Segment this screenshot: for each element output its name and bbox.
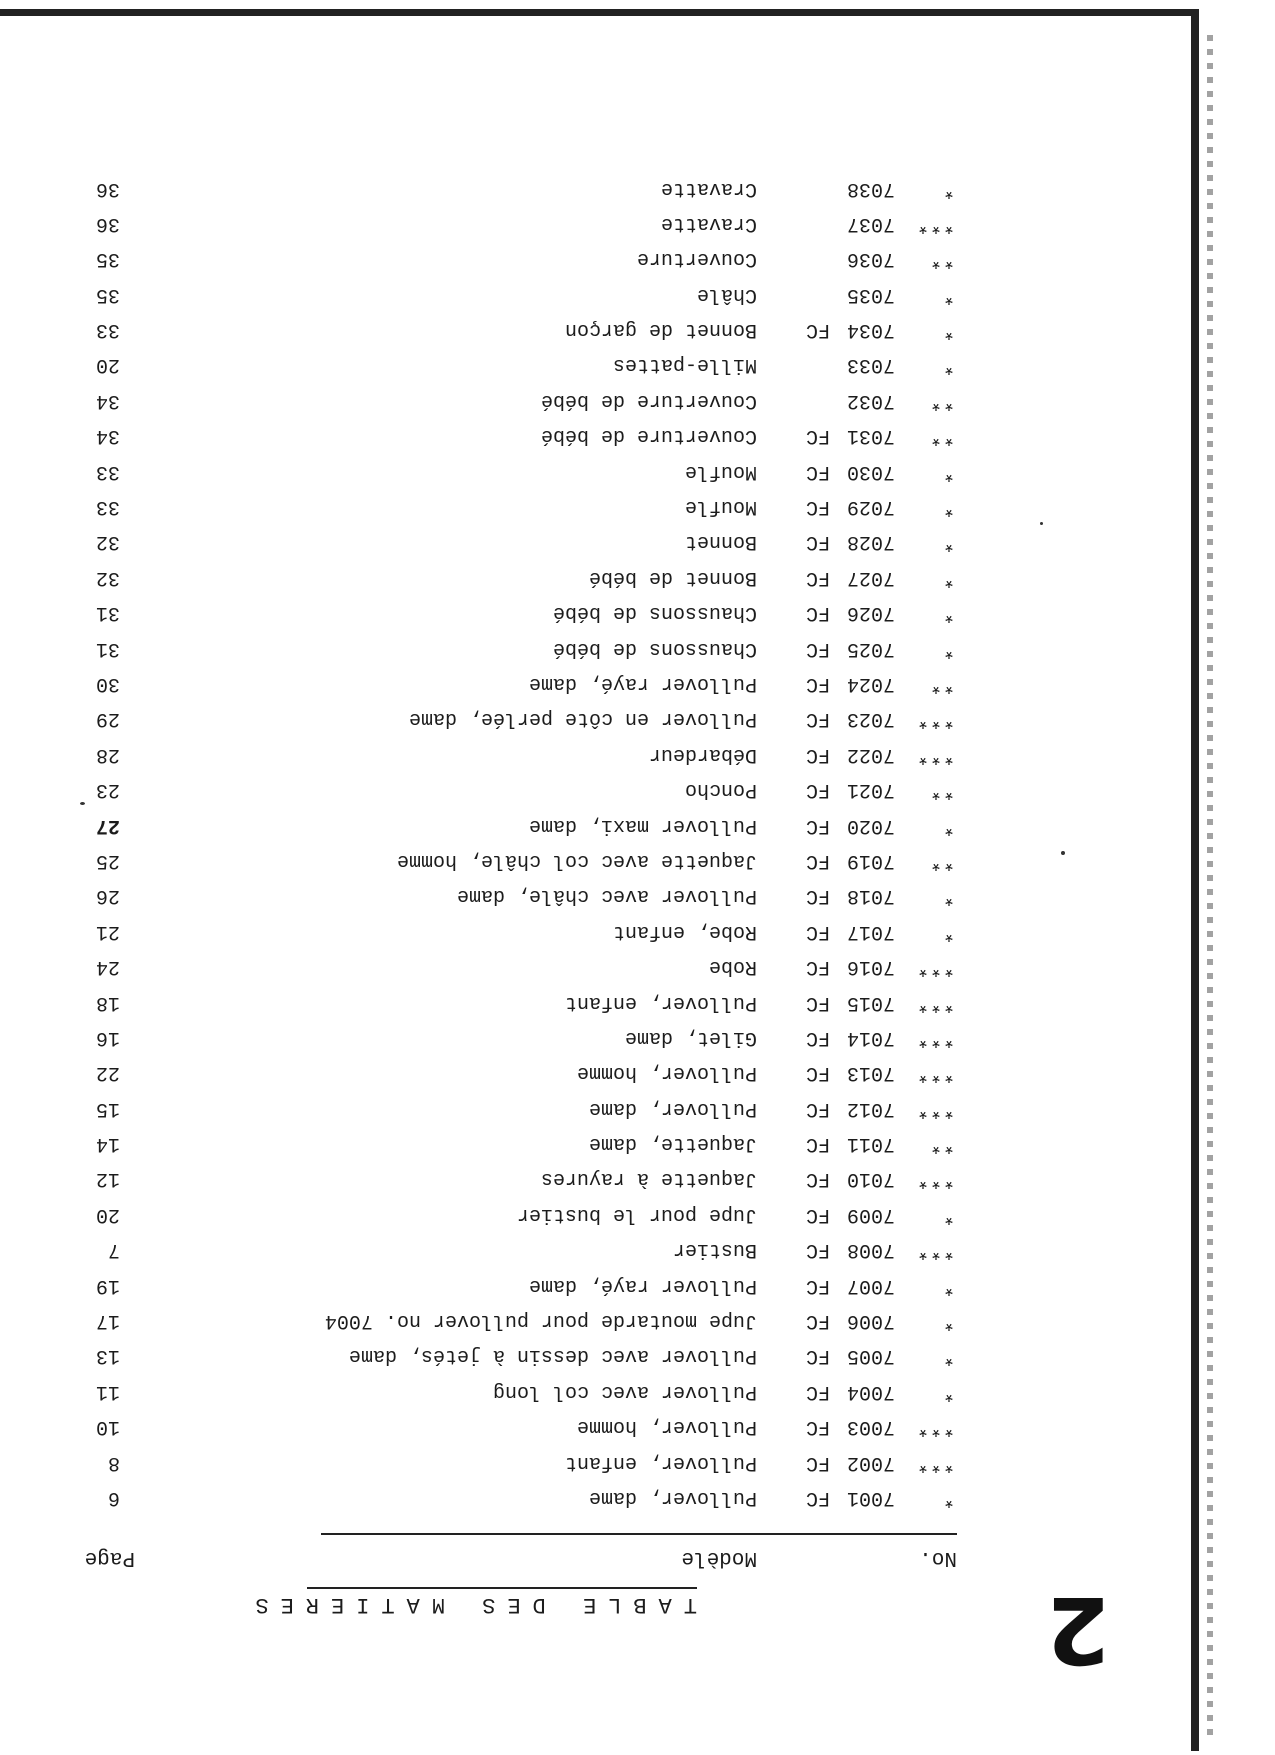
row-page: 33 xyxy=(95,459,120,483)
row-stars: *** xyxy=(915,707,955,731)
row-no: 7024 xyxy=(846,672,895,696)
row-model: Pullover, enfant xyxy=(564,1450,757,1474)
row-stars: ** xyxy=(928,672,955,696)
row-model: Chaussons de bébé xyxy=(552,636,757,660)
row-no: 7007 xyxy=(846,1273,895,1297)
row-no: 7002 xyxy=(846,1450,895,1474)
row-model: Couverture xyxy=(636,247,757,271)
table-row xyxy=(0,666,1275,701)
table-row xyxy=(0,241,1275,276)
table-row xyxy=(0,878,1275,913)
row-fc: FC xyxy=(805,672,830,696)
row-fc: FC xyxy=(805,1486,830,1509)
table-row xyxy=(0,383,1275,418)
row-no: 7023 xyxy=(846,707,895,731)
row-page: 7 xyxy=(107,1238,120,1262)
table-row xyxy=(0,1020,1275,1055)
row-no: 7001 xyxy=(846,1486,895,1509)
table-row xyxy=(0,1303,1275,1338)
table-row xyxy=(0,453,1275,488)
row-page: 31 xyxy=(95,601,120,625)
row-model: Pullover, homme xyxy=(576,1061,757,1085)
table-row xyxy=(0,984,1275,1019)
row-page: 19 xyxy=(95,1273,120,1297)
row-model: Bustier xyxy=(672,1238,757,1262)
row-model: Pullover, dame xyxy=(588,1096,757,1120)
row-fc: FC xyxy=(805,955,830,979)
row-stars: *** xyxy=(915,1025,955,1049)
row-fc: FC xyxy=(805,1202,830,1226)
row-page: 34 xyxy=(95,424,120,448)
table-row xyxy=(0,559,1275,594)
table-row xyxy=(0,1480,1275,1515)
row-stars: ** xyxy=(928,778,955,802)
row-stars: * xyxy=(941,1273,955,1297)
row-no: 7005 xyxy=(846,1344,895,1368)
table-row xyxy=(0,807,1275,842)
row-stars: * xyxy=(941,1344,955,1368)
row-stars: *** xyxy=(915,1096,955,1120)
row-fc: FC xyxy=(805,1273,830,1297)
row-stars: *** xyxy=(915,1238,955,1262)
row-stars: *** xyxy=(915,1167,955,1191)
row-fc: FC xyxy=(805,636,830,660)
scan-speck xyxy=(1040,522,1043,525)
row-page: 17 xyxy=(95,1309,120,1333)
row-no: 7029 xyxy=(846,495,895,519)
row-model: Couverture de bébé xyxy=(540,388,757,412)
row-no: 7019 xyxy=(846,848,895,872)
row-stars: * xyxy=(941,459,955,483)
row-model: Gilet, dame xyxy=(624,1025,757,1049)
row-no: 7016 xyxy=(846,955,895,979)
row-no: 7020 xyxy=(846,813,895,837)
scan-speck xyxy=(80,802,85,805)
row-page: 13 xyxy=(95,1344,120,1368)
row-model: Cravatte xyxy=(660,211,757,235)
table-row xyxy=(0,949,1275,984)
row-model: Pullover rayé, dame xyxy=(528,672,757,696)
row-no: 7025 xyxy=(846,636,895,660)
row-model: Robe, enfant xyxy=(612,919,757,943)
row-model: Pullover avec col long xyxy=(492,1379,757,1403)
header-model: Modèle xyxy=(681,1546,757,1569)
row-page: 31 xyxy=(95,636,120,660)
table-row xyxy=(0,489,1275,524)
row-stars: * xyxy=(941,813,955,837)
row-page: 21 xyxy=(95,919,120,943)
row-no: 7014 xyxy=(846,1025,895,1049)
table-row xyxy=(0,170,1275,205)
row-no: 7011 xyxy=(846,1132,895,1156)
row-model: Débardeur xyxy=(648,742,757,766)
row-page: 11 xyxy=(95,1379,120,1403)
row-stars: * xyxy=(941,530,955,554)
row-fc: FC xyxy=(805,1167,830,1191)
row-model: Moufle xyxy=(684,495,757,519)
row-model: Pullover, enfant xyxy=(564,990,757,1014)
row-page: 12 xyxy=(95,1167,120,1191)
row-no: 7030 xyxy=(846,459,895,483)
row-stars: ** xyxy=(928,1132,955,1156)
row-stars: *** xyxy=(915,1415,955,1439)
table-row xyxy=(0,772,1275,807)
row-stars: *** xyxy=(915,742,955,766)
table-row xyxy=(0,1373,1275,1408)
row-page: 20 xyxy=(95,353,120,377)
row-model: Jaquette avec col châle, homme xyxy=(396,848,757,872)
row-model: Poncho xyxy=(684,778,757,802)
row-fc: FC xyxy=(805,318,830,342)
row-no: 7013 xyxy=(846,1061,895,1085)
document-title: TABLE DES MATIERES xyxy=(307,1587,697,1617)
row-stars: * xyxy=(941,919,955,943)
row-fc: FC xyxy=(805,1309,830,1333)
row-no: 7006 xyxy=(846,1309,895,1333)
row-page: 33 xyxy=(95,495,120,519)
row-model: Chaussons de bébé xyxy=(552,601,757,625)
row-stars: *** xyxy=(915,1450,955,1474)
row-stars: * xyxy=(941,1486,955,1509)
row-page: 26 xyxy=(95,884,120,908)
row-model: Mille-pattes xyxy=(612,353,757,377)
row-no: 7003 xyxy=(846,1415,895,1439)
row-page: 24 xyxy=(95,955,120,979)
row-fc: FC xyxy=(805,495,830,519)
row-model: Jupe moutarde pour pullover no. 7004 xyxy=(324,1309,757,1333)
scan-speck xyxy=(1061,851,1065,855)
row-model: Cravatte xyxy=(660,176,757,200)
contents-list xyxy=(0,170,1275,1515)
row-fc: FC xyxy=(805,1450,830,1474)
row-fc: FC xyxy=(805,742,830,766)
table-row xyxy=(0,1409,1275,1444)
row-fc: FC xyxy=(805,1415,830,1439)
row-no: 7015 xyxy=(846,990,895,1014)
table-row xyxy=(0,736,1275,771)
row-no: 7009 xyxy=(846,1202,895,1226)
table-row xyxy=(0,1161,1275,1196)
table-row xyxy=(0,630,1275,665)
row-no: 7035 xyxy=(846,282,895,306)
table-row xyxy=(0,595,1275,630)
row-fc: FC xyxy=(805,1132,830,1156)
row-fc: FC xyxy=(805,813,830,837)
row-no: 7017 xyxy=(846,919,895,943)
row-model: Jupe pour le bustier xyxy=(516,1202,757,1226)
table-row xyxy=(0,347,1275,382)
row-model: Bonnet de bébé xyxy=(588,565,757,589)
row-model: Jaquette à rayures xyxy=(540,1167,757,1191)
row-fc: FC xyxy=(805,1096,830,1120)
row-model: Pullover en côte perlée, dame xyxy=(408,707,757,731)
row-fc: FC xyxy=(805,1061,830,1085)
row-model: Jaquette, dame xyxy=(588,1132,757,1156)
row-no: 7037 xyxy=(846,211,895,235)
table-row xyxy=(0,1126,1275,1161)
row-fc: FC xyxy=(805,707,830,731)
table-row xyxy=(0,1232,1275,1267)
row-model: Couverture de bébé xyxy=(540,424,757,448)
row-page: 22 xyxy=(95,1061,120,1085)
table-row xyxy=(0,418,1275,453)
row-page: 30 xyxy=(95,672,120,696)
row-no: 7033 xyxy=(846,353,895,377)
table-row xyxy=(0,701,1275,736)
row-model: Pullover, homme xyxy=(576,1415,757,1439)
row-model: Châle xyxy=(696,282,757,306)
row-page: 32 xyxy=(95,565,120,589)
row-model: Robe xyxy=(708,955,757,979)
page-number: 2 xyxy=(1045,1576,1110,1683)
row-model: Bonnet xyxy=(684,530,757,554)
row-page: 32 xyxy=(95,530,120,554)
row-no: 7028 xyxy=(846,530,895,554)
row-stars: * xyxy=(941,353,955,377)
row-no: 7026 xyxy=(846,601,895,625)
row-page: 16 xyxy=(95,1025,120,1049)
row-stars: *** xyxy=(915,955,955,979)
table-row xyxy=(0,1267,1275,1302)
table-row xyxy=(0,312,1275,347)
row-page: 36 xyxy=(95,211,120,235)
row-fc: FC xyxy=(805,530,830,554)
row-fc: FC xyxy=(805,848,830,872)
table-row xyxy=(0,1444,1275,1479)
row-stars: * xyxy=(941,176,955,200)
row-stars: * xyxy=(941,282,955,306)
row-stars: * xyxy=(941,495,955,519)
row-no: 7022 xyxy=(846,742,895,766)
row-fc: FC xyxy=(805,424,830,448)
row-fc: FC xyxy=(805,884,830,908)
row-stars: ** xyxy=(928,388,955,412)
row-fc: FC xyxy=(805,565,830,589)
row-stars: * xyxy=(941,601,955,625)
row-page: 15 xyxy=(95,1096,120,1120)
row-page: 34 xyxy=(95,388,120,412)
row-fc: FC xyxy=(805,1344,830,1368)
row-stars: * xyxy=(941,1309,955,1333)
row-page: 14 xyxy=(95,1132,120,1156)
row-model: Pullover avec dessin à jetés, dame xyxy=(348,1344,757,1368)
row-stars: * xyxy=(941,1379,955,1403)
row-no: 7021 xyxy=(846,778,895,802)
row-fc: FC xyxy=(805,919,830,943)
row-page: 29 xyxy=(95,707,120,731)
header-page: Page xyxy=(84,1546,135,1569)
row-fc: FC xyxy=(805,990,830,1014)
table-row xyxy=(0,206,1275,241)
row-stars: * xyxy=(941,1202,955,1226)
table-row xyxy=(0,276,1275,311)
row-stars: * xyxy=(941,884,955,908)
row-model: Pullover rayé, dame xyxy=(528,1273,757,1297)
table-row xyxy=(0,1055,1275,1090)
row-page: 25 xyxy=(95,848,120,872)
row-no: 7034 xyxy=(846,318,895,342)
row-no: 7031 xyxy=(846,424,895,448)
table-row xyxy=(0,1338,1275,1373)
row-stars: *** xyxy=(915,990,955,1014)
row-page: 27 xyxy=(95,813,120,837)
row-fc: FC xyxy=(805,1238,830,1262)
row-fc: FC xyxy=(805,1379,830,1403)
row-model: Pullover avec châle, dame xyxy=(456,884,757,908)
row-no: 7012 xyxy=(846,1096,895,1120)
row-model: Pullover, dame xyxy=(588,1486,757,1509)
table-row xyxy=(0,843,1275,878)
row-page: 18 xyxy=(95,990,120,1014)
row-fc: FC xyxy=(805,1025,830,1049)
table-row xyxy=(0,524,1275,559)
row-stars: ** xyxy=(928,424,955,448)
row-page: 20 xyxy=(95,1202,120,1226)
row-page: 23 xyxy=(95,778,120,802)
row-page: 35 xyxy=(95,247,120,271)
row-stars: *** xyxy=(915,1061,955,1085)
row-page: 36 xyxy=(95,176,120,200)
row-stars: *** xyxy=(915,211,955,235)
table-row xyxy=(0,1090,1275,1125)
row-stars: ** xyxy=(928,247,955,271)
header-no: No. xyxy=(919,1546,957,1569)
row-no: 7008 xyxy=(846,1238,895,1262)
row-stars: ** xyxy=(928,848,955,872)
row-page: 8 xyxy=(107,1450,120,1474)
row-no: 7004 xyxy=(846,1379,895,1403)
table-row xyxy=(0,1196,1275,1231)
row-no: 7032 xyxy=(846,388,895,412)
row-fc: FC xyxy=(805,459,830,483)
row-model: Moufle xyxy=(684,459,757,483)
row-model: Bonnet de garçon xyxy=(564,318,757,342)
row-stars: * xyxy=(941,636,955,660)
header-rule xyxy=(321,1533,957,1535)
row-stars: * xyxy=(941,318,955,342)
row-stars: * xyxy=(941,565,955,589)
row-page: 35 xyxy=(95,282,120,306)
row-page: 28 xyxy=(95,742,120,766)
row-page: 33 xyxy=(95,318,120,342)
row-page: 10 xyxy=(95,1415,120,1439)
row-no: 7018 xyxy=(846,884,895,908)
row-model: Pullover maxi, dame xyxy=(528,813,757,837)
row-no: 7010 xyxy=(846,1167,895,1191)
table-row xyxy=(0,913,1275,948)
row-no: 7036 xyxy=(846,247,895,271)
row-no: 7027 xyxy=(846,565,895,589)
row-fc: FC xyxy=(805,778,830,802)
row-fc: FC xyxy=(805,601,830,625)
row-no: 7038 xyxy=(846,176,895,200)
row-page: 6 xyxy=(107,1486,120,1509)
